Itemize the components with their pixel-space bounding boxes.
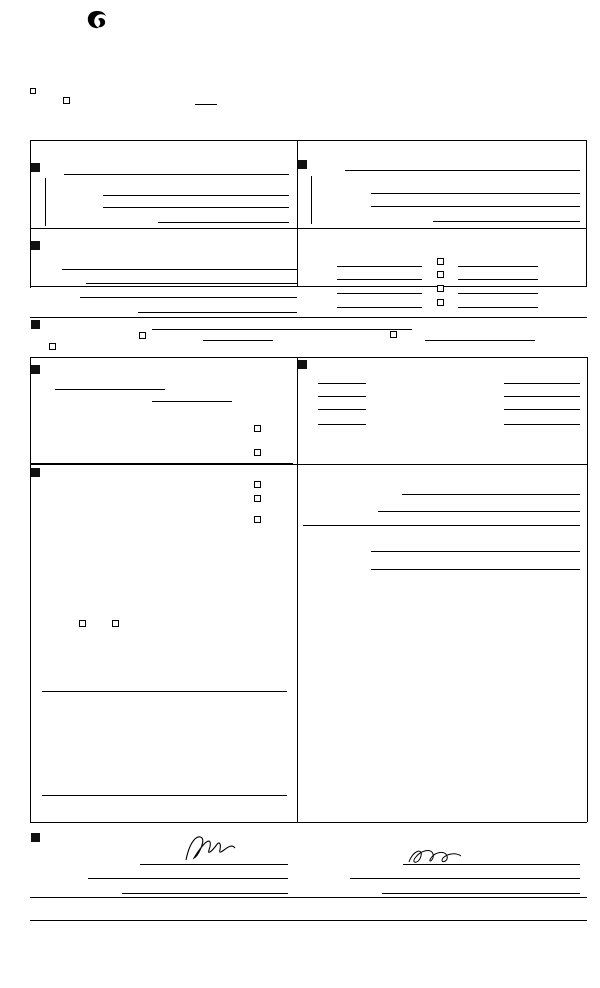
segregated-checkbox[interactable] (49, 343, 56, 350)
yes-checkbox[interactable] (254, 425, 261, 432)
section-number (31, 833, 40, 842)
section-number (31, 365, 40, 374)
section-number (31, 163, 40, 172)
wa-logo-icon (86, 10, 108, 30)
city-checkbox[interactable] (390, 331, 397, 338)
multiple-location-checkbox[interactable] (30, 88, 36, 94)
partial-sale-checkbox[interactable] (63, 97, 70, 104)
section-number (31, 320, 40, 329)
section-number (31, 241, 40, 250)
unincorporated-checkbox[interactable] (139, 332, 146, 339)
grantor-signature (180, 830, 240, 870)
yes-checkbox[interactable] (254, 449, 261, 456)
section-number (298, 160, 307, 169)
does-not-checkbox[interactable] (112, 620, 119, 627)
section-number (31, 468, 40, 477)
section-number (298, 360, 307, 369)
personal-property-checkbox[interactable] (437, 258, 444, 265)
yes-checkbox[interactable] (254, 481, 261, 488)
grantee-signature (405, 842, 465, 870)
personal-property-checkbox[interactable] (437, 271, 444, 278)
yes-checkbox[interactable] (254, 516, 261, 523)
personal-property-checkbox[interactable] (437, 299, 444, 306)
parties-box (30, 140, 587, 287)
does-checkbox[interactable] (79, 620, 86, 627)
partial-percent-line[interactable] (195, 104, 217, 105)
yes-checkbox[interactable] (254, 495, 261, 502)
personal-property-checkbox[interactable] (437, 285, 444, 292)
